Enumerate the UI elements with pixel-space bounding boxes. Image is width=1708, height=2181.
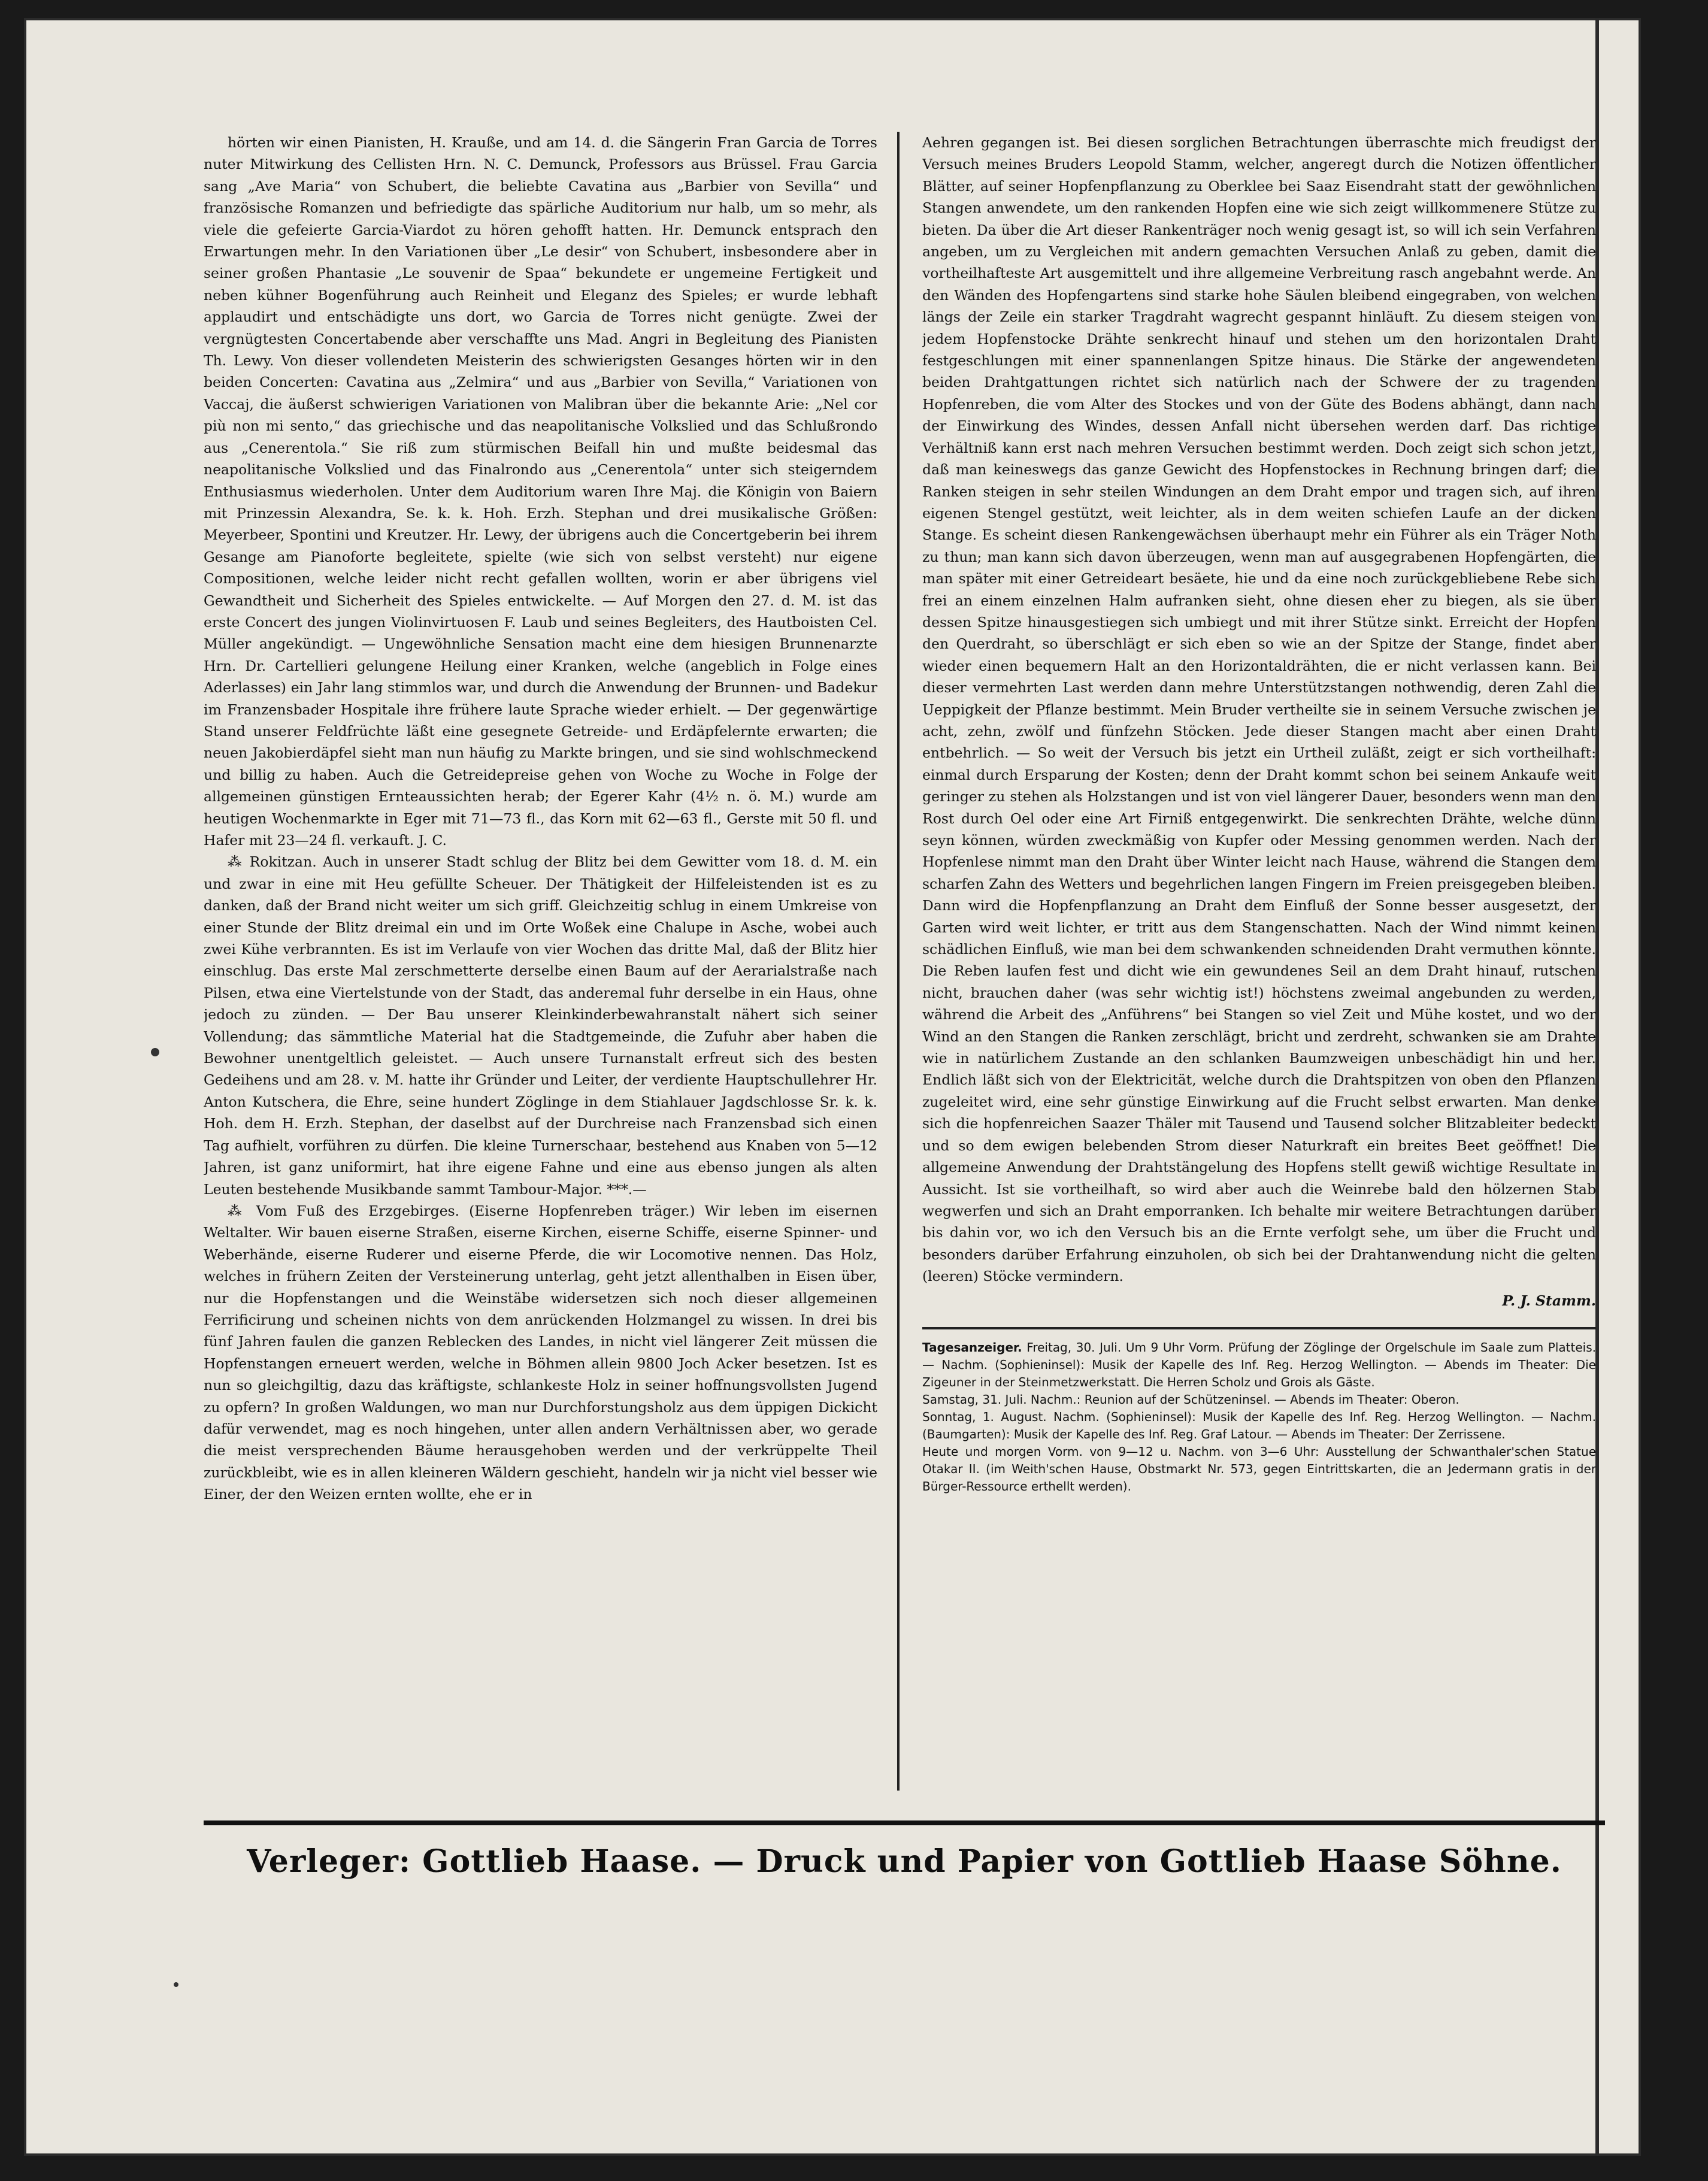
article-music-report: hörten wir einen Pianisten, H. Krauße, und am 14. d. die Sängerin Fran Garcia de Torres nuter Mitwirkung des Cellisten Hrn. N. C. Demunck, Professors aus Brüssel. Frau Garcia sang „Ave Maria“ von Schubert, die beliebte Cavatina aus „Barbier von Sevilla“ und französische Romanzen und befriedigte das spärliche Auditorium nur halb, um so mehr, als viele die gefeierte Garcia-Viardot zu hören gehofft hatten. Hr. Demunck entsprach den Erwartungen mehr. In den Variationen über „Le desir“ von Schubert, insbesondere aber in seiner großen Phantasie „Le souvenir de Spaa“ bekundete er ungemeine Fertigkeit und neben kühner Bogenführung auch Reinheit und Eleganz des Spieles; er wurde lebhaft applaudirt und entschädigte uns dort, wo Garcia de Torres nicht genügte. Zwei der vergnügtesten Concertabende aber verschaffte uns Mad. Angri in Begleitung des Pianisten Th. Lewy. Von dieser vollendeten Meisterin des schwierigsten Gesanges hörten wir in den beiden Concerten: Cavatina aus „Zelmira“ und aus „Barbier von Sevilla,“ Variationen von Vaccaj, die äußerst schwierigen Variationen von Malibran über die bekannte Arie: „Nel cor più non mi sento,“ das griechische und das neapolitanische Volkslied und das Schlußrondo aus „Cenerentola.“ Sie riß zum stürmischen Beifall hin und mußte beidesmal das neapolitanische Volkslied und das Finalrondo aus „Cenerentola“ unter sich steigerndem Enthusiasmus wiederholen. Unter dem Auditorium waren Ihre Maj. die Königin von Baiern mit Prinzessin Alexandra, Se. k. k. Hoh. Erzh. Stephan und drei musikalische Größen: Meyerbeer, Spontini und Kreutzer. Hr. Lewy, der übrigens auch die Concertgeberin bei ihrem Gesange am Pianoforte begleitete, spielte (wie sich von selbst versteht) nur eigene Compositionen, welche leider nicht recht gefallen wollten, worin er aber übrigens viel Gewandtheit und Sicherheit des Spieles entwickelte. — Auf Morgen den 27. d. M. ist das erste Concert des jungen Violinvirtuosen F. Laub und seines Begleiters, des Hautboisten Cel. Müller angekündigt. — Ungewöhnliche Sensation macht eine dem hiesigen Brunnenarzte Hrn. Dr. Cartellieri gelungene Heilung einer Kranken, welche (angeblich in Folge eines Aderlasses) ein Jahr lang stimmlos war, und durch die Anwendung der Brunnen- und Badekur im Franzensbader Hospitale ihre frühere laute Sprache wieder erhielt. — Der gegenwärtige Stand unserer Feldfrüchte läßt eine gesegnete Getreide- und Erdäpfelernte erwarten; die neuen Jakobierdäpfel sieht man nun häufig zu Markte bringen, und sie sind wohlschmeckend und billig zu haben. Auch die Getreidepreise gehen von Woche zu Woche in Folge der allgemeinen günstigen Ernteaussichten herab; der Egerer Kahr (4½ n. ö. M.) wurde am heutigen Wochenmarkte in Eger mit 71—73 fl., das Korn mit 62—63 fl., Gerste mit 50 fl. und Hafer mit 23—24 fl. verkauft. J. C. — [204, 134, 877, 849]
newspaper-page — [24, 18, 1641, 2156]
right-column — [922, 132, 1596, 1797]
footer-rule — [204, 1820, 1605, 1825]
notice-line-2: Samstag, 31. Juli. Nachm.: Reunion auf der Schützeninsel. — Abends im Theater: Oberon. — [922, 1392, 1459, 1407]
notice-line — [922, 1339, 1596, 1391]
notice-line-1: Freitag, 30. Juli. Um 9 Uhr Vorm. Prüfung der Zöglinge der Orgelschule im Saale zum Platteis. — Nachm. (Sophieninsel): Musik der Kapelle des Inf. Reg. Herzog Wellington. — Abends im Theater: Die Zigeuner in der Steinmetzwerkstatt. Die Herren Scholz und Grois als Gäste. — [922, 1340, 1596, 1389]
notice-line-3: Sonntag, 1. August. Nachm. (Sophieninsel): Musik der Kapelle des Inf. Reg. Herzog Wellington. — Nachm. (Baumgarten): Musik der Kapelle des Inf. Reg. Graf Latour. — Abends im Theater: Der Zerrissene. — [922, 1409, 1596, 1441]
left-column — [204, 132, 877, 1797]
article-body — [204, 132, 1605, 1809]
article-erzgebirge: ⁂ Vom Fuß des Erzgebirges. (Eiserne Hopfenreben träger.) Wir leben im eisernen Weltalter. Wir bauen eiserne Straßen, eiserne Kirchen, eiserne Schiffe, eiserne Spinner- und Weberhände, eiserne Ruderer und eiserne Pferde, die wir Locomotive nennen. Das Holz, welches in frühern Zeiten der Versteinerung unterlag, geht jetzt allenthalben in Eisen über, nur die Hopfenstangen und die Weinstäbe widersetzen sich noch dieser allgemeinen Ferrificirung und scheinen nichts von dem anrückenden Holzmangel zu wissen. In drei bis fünf Jahren faulen die ganzen Reblecken des Landes, in nicht viel längerer Zeit müssen die Hopfenstangen erneuert werden, welche in Böhmen allein 9800 Joch Acker besetzen. Ist es nun so gleichgiltig, dazu das kräftigste, schlankeste Holz in seiner hoffnungsvollsten Jugend zu opfern? In großen Waldungen, wo man nur Durchforstungsholz aus dem üppigen Dickicht dafür verwendet, mag es noch hingehen, unter allen andern Verhältnissen aber, wo gerade die meist versprechenden Bäume herausgehoben werden und der verkrüppelte Theil zurückbleibt, wie es in allen kleineren Wäldern geschieht, handeln wir ja nicht viel besser wie Einer, der den Weizen ernten wollte, ehe er in — [204, 1202, 877, 1503]
signature: P. J. Stamm. — [1502, 1292, 1596, 1309]
publisher-footer: Verleger: Gottlieb Haase. — Druck und Papier von Gottlieb Haase Söhne. — [247, 1843, 1562, 1880]
article-rokitzan: ⁂ Rokitzan. Auch in unserer Stadt schlug der Blitz bei dem Gewitter vom 18. d. M. ein und zwar in eine mit Heu gefüllte Scheuer. Der Thätigkeit der Hilfeleistenden ist es zu danken, daß der Brand nicht weiter um sich griff. Gleichzeitig schlug in einem Umkreise von einer Stunde der Blitz dreimal ein und im Orte Woßek eine Chalupe in Asche, wobei auch zwei Kühe verbrannten. Es ist im Verlaufe von vier Wochen das dritte Mal, daß der Blitz hier einschlug. Das erste Mal zerschmetterte derselbe einen Baum auf der Aerarialstraße nach Pilsen, etwa eine Viertelstunde von der Stadt, das anderemal fuhr derselbe in ein Haus, ohne jedoch zu zünden. — Der Bau unserer Kleinkinderbewahranstalt nähert sich seiner Vollendung; das sämmtliche Material hat die Stadtgemeinde, die Zufuhr aber haben die Bewohner unentgeltlich geleistet. — Auch unsere Turnanstalt erfreut sich des besten Gedeihens und am 28. v. M. hatte ihr Gründer und Leiter, der verdiente Hauptschullehrer Hr. Anton Kutschera, die Ehre, seine hundert Zöglinge in dem Stiahlauer Jagdschlosse Sr. k. k. Hoh. dem H. Erzh. Stephan, der daselbst auf der Durchreise nach Franzensbad sich einen Tag aufhielt, vorführen zu dürfen. Die kleine Turnerschaar, bestehend aus Knaben von 5—12 Jahren, ist ganz uniformirt, hat ihre eigene Fahne und eine aus ebenso jungen als alten Leuten bestehende Musikbande sammt Tambour-Major. ***.— — [204, 853, 877, 1198]
column-divider — [897, 132, 900, 1791]
notice-tag: Tagesanzeiger. — [922, 1340, 1022, 1355]
article-continuation: Aehren gegangen ist. Bei diesen sorglichen Betrachtungen überraschte mich freudigst der Versuch meines Bruders Leopold Stamm, welcher, angeregt durch die Notizen öffentlicher Blätter, auf seiner Hopfenpflanzung zu Oberklee bei Saaz Eisendraht statt der gewöhnlichen Stangen anwendete, um den rankenden Hopfen eine wie sich zeigt willkommenere Stütze zu bieten. Da über die Art dieser Rankenträger noch wenig gesagt ist, so will ich sein Verfahren angeben, um zu Vergleichen mit andern gemachten Versuchen Anlaß zu geben, damit die vortheilhafteste Art ausgemittelt und ihre allgemeine Verbreitung rasch angebahnt werde. An den Wänden des Hopfengartens sind starke hohe Säulen bleibend eingegraben, von welchen längs der Zeile ein starker Tragdraht wagrecht gespannt hinläuft. Zu diesem steigen von jedem Hopfenstocke Drähte senkrecht hinauf und stehen um den horizontalen Draht festgeschlungen mit einer spannenlangen Spitze hinaus. Die Stärke der angewendeten beiden Drahtgattungen richtet sich natürlich nach der Schwere der zu tragenden Hopfenreben, die vom Alter des Stockes und von der Güte des Bodens abhängt, dann nach der Einwirkung des Windes, dessen Anfall nicht übersehen werden darf. Das richtige Verhältniß kann erst nach mehren Versuchen bestimmt werden. Doch zeigt sich schon jetzt, daß man keineswegs das ganze Gewicht des Hopfenstockes in Rechnung bringen darf; die Ranken steigen in sehr steilen Windungen an dem Draht empor und tragen sich, auf ihren eigenen Stengel gestützt, weit leichter, als in dem weiten schiefen Laufe an der dicken Stange. Es scheint diesen Rankengewächsen überhaupt mehr ein Führer als ein Träger Noth zu thun; man kann sich davon überzeugen, wenn man auf ausgegrabenen Hopfengärten, die man später mit einer Getreideart besäete, hie und da eine noch zurückgebliebene Rebe sich frei an einem einzelnen Halm aufranken sieht, ohne diesen eher zu biegen, als sie über dessen Spitze hinausgestiegen sich umbiegt und mit ihrer Stütze sinkt. Erreicht der Hopfen den Querdraht, so überschlägt er sich eben so wie an der Spitze der Stange, findet aber wieder einen bequemern Halt an den Horizontaldrähten, die er nicht verlassen kann. Bei dieser vermehrten Last werden dann mehre Unterstützstangen nothwendig, deren Zahl die Ueppigkeit der Pflanze bestimmt. Mein Bruder vertheilte sie in seinem Versuche zwischen je acht, zehn, zwölf und fünfzehn Stöcken. Jede dieser Stangen macht aber einen Draht entbehrlich. — So weit der Versuch bis jetzt ein Urtheil zuläßt, zeigt er sich vortheilhaft: einmal durch Ersparung der Kosten; denn der Draht kommt schon bei seinem Ankaufe weit geringer zu stehen als Holzstangen und ist von viel längerer Dauer, besonders wenn man den Rost durch Oel oder eine Art Firniß entgegenwirkt. Die senkrechten Drähte, welche dünn seyn können, würden zweckmäßig von Kupfer oder Messing genommen werden. Nach der Hopfenlese nimmt man den Draht über Winter leicht nach Hause, während die Stangen dem scharfen Zahn des Wetters und begehrlichen langen Fingern im Freien preisgegeben bleiben. Dann wird die Hopfenpflanzung an Draht dem Einfluß der Sonne besser ausgesetzt, der Garten wird weit lichter, er tritt aus dem Stangenschatten. Nach der Wind nimmt keinen schädlichen Einfluß, wie man bei dem schwankenden schneidenden Draht vermuthen könnte. Die Reben laufen fest und dicht wie ein gewundenes Seil an dem Draht hinauf, rutschen nicht, brauchen daher (was sehr wichtig ist!) höchstens zweimal angebunden zu werden, während die Arbeit des „Anführens“ bei Stangen so viel Zeit und Mühe kostet, und wo der Wind an den Stangen die Ranken zerschlägt, bricht und zerdreht, schwanken sie am Drahte wie in natürlichem Zustande an den schlanken Baumzweigen unbeschädigt hin und her. Endlich läßt sich von der Elektricität, welche durch die Drahtspitzen von oben den Pflanzen zugeleitet wird, eine sehr günstige Einwirkung auf die Frucht selbst erwarten. Man denke sich die hopfenreichen Saazer Thäler mit Tausend und Tausend solcher Blitzableiter bedeckt und so dem ewigen belebenden Strom dieser Naturkraft ein breites Beet geöffnet! Die allgemeine Anwendung der Drahtstängelung des Hopfens stellt gewiß wichtige Resultate in Aussicht. Ist sie vortheilhaft, so wird aber auch die Weinrebe bald den hölzernen Stab wegwerfen und sich an Draht emporranken. Ich behalte mir weitere Betrachtungen darüber bis dahin vor, wo ich den Versuch bis an die Ernte verfolgt sehe, um über die Frucht und besonders darüber Erfahrung einzuholen, ob sich bei der Drahtanwendung nicht die gelten (leeren) Stöcke vermindern. — [922, 134, 1596, 1285]
ink-speck — [151, 1048, 159, 1056]
ink-speck — [174, 1982, 178, 1987]
notice-line-4: Heute und morgen Vorm. von 9—12 u. Nachm. von 3—6 Uhr: Ausstellung der Schwanthaler'schen Statue Otakar II. (im Weith'schen Hause, Obstmarkt Nr. 573, gegen Eintrittskarten, die an Jedermann gratis in der Bürger-Ressource erthellt werden). — [922, 1444, 1596, 1494]
daily-notice — [922, 1327, 1596, 1495]
